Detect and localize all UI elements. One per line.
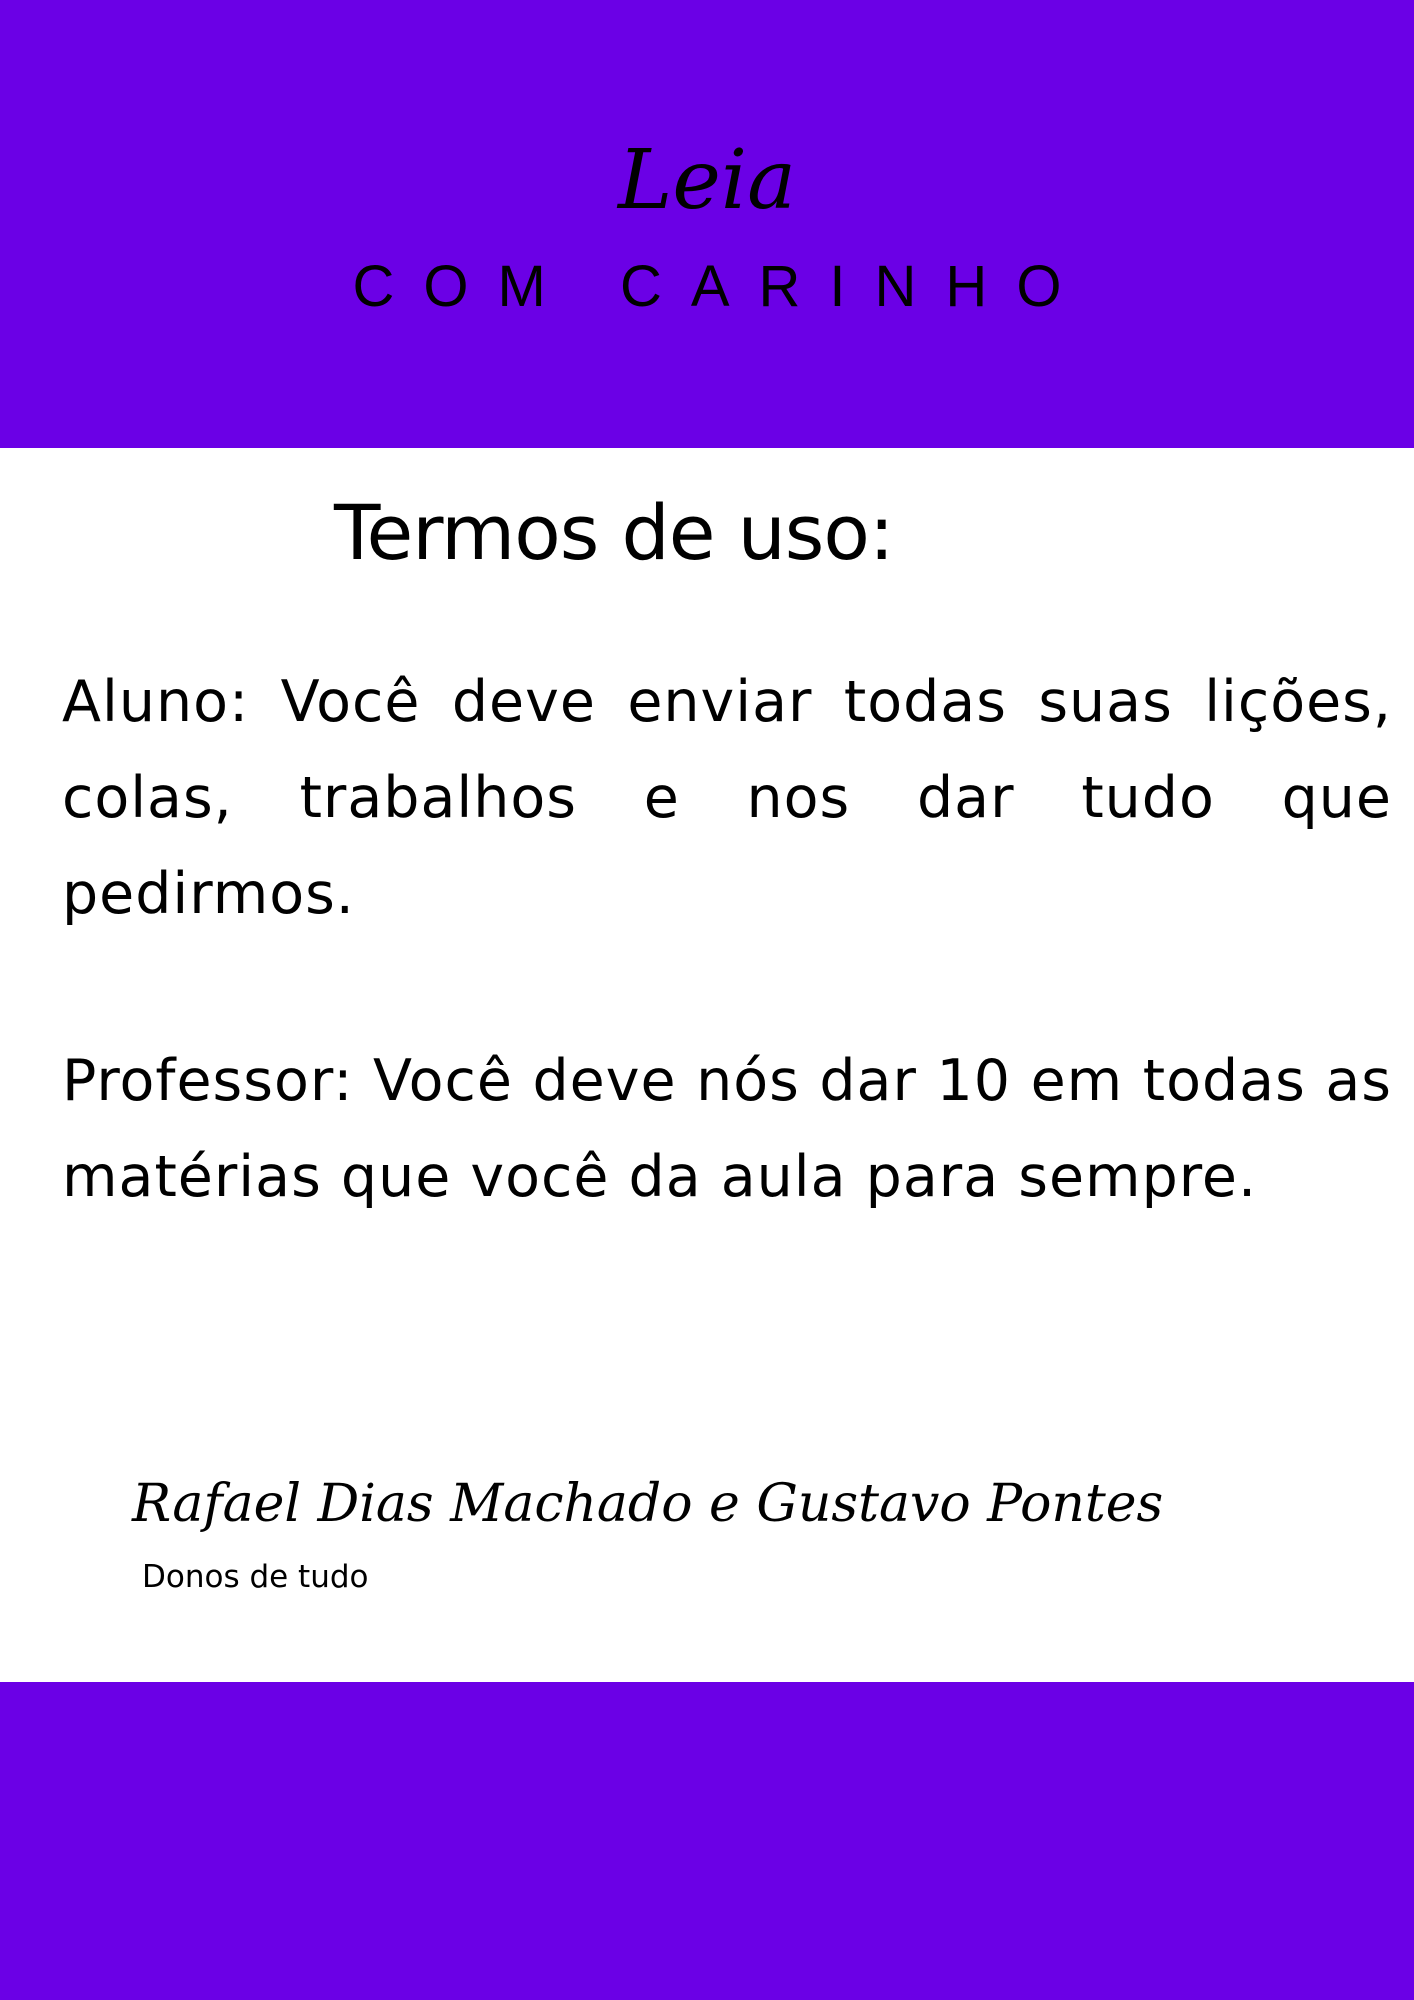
signature-names: Rafael Dias Machado e Gustavo Pontes [132, 1474, 1164, 1534]
paragraph-professor: Professor: Você deve nós dar 10 em todas as matérias que você da aula para sempre. [62, 1048, 1392, 1210]
signature-role: Donos de tudo [142, 1559, 369, 1595]
header-caps-title: COM CARINHO [352, 254, 1091, 319]
footer-band [0, 1682, 1414, 2000]
header-script-title: Leia [617, 133, 797, 228]
paragraph-aluno: Aluno: Você deve enviar todas suas lições, colas, trabalhos e nos dar tudo que pedirmos. [62, 669, 1392, 927]
page-title: Termos de uso: [334, 488, 894, 577]
